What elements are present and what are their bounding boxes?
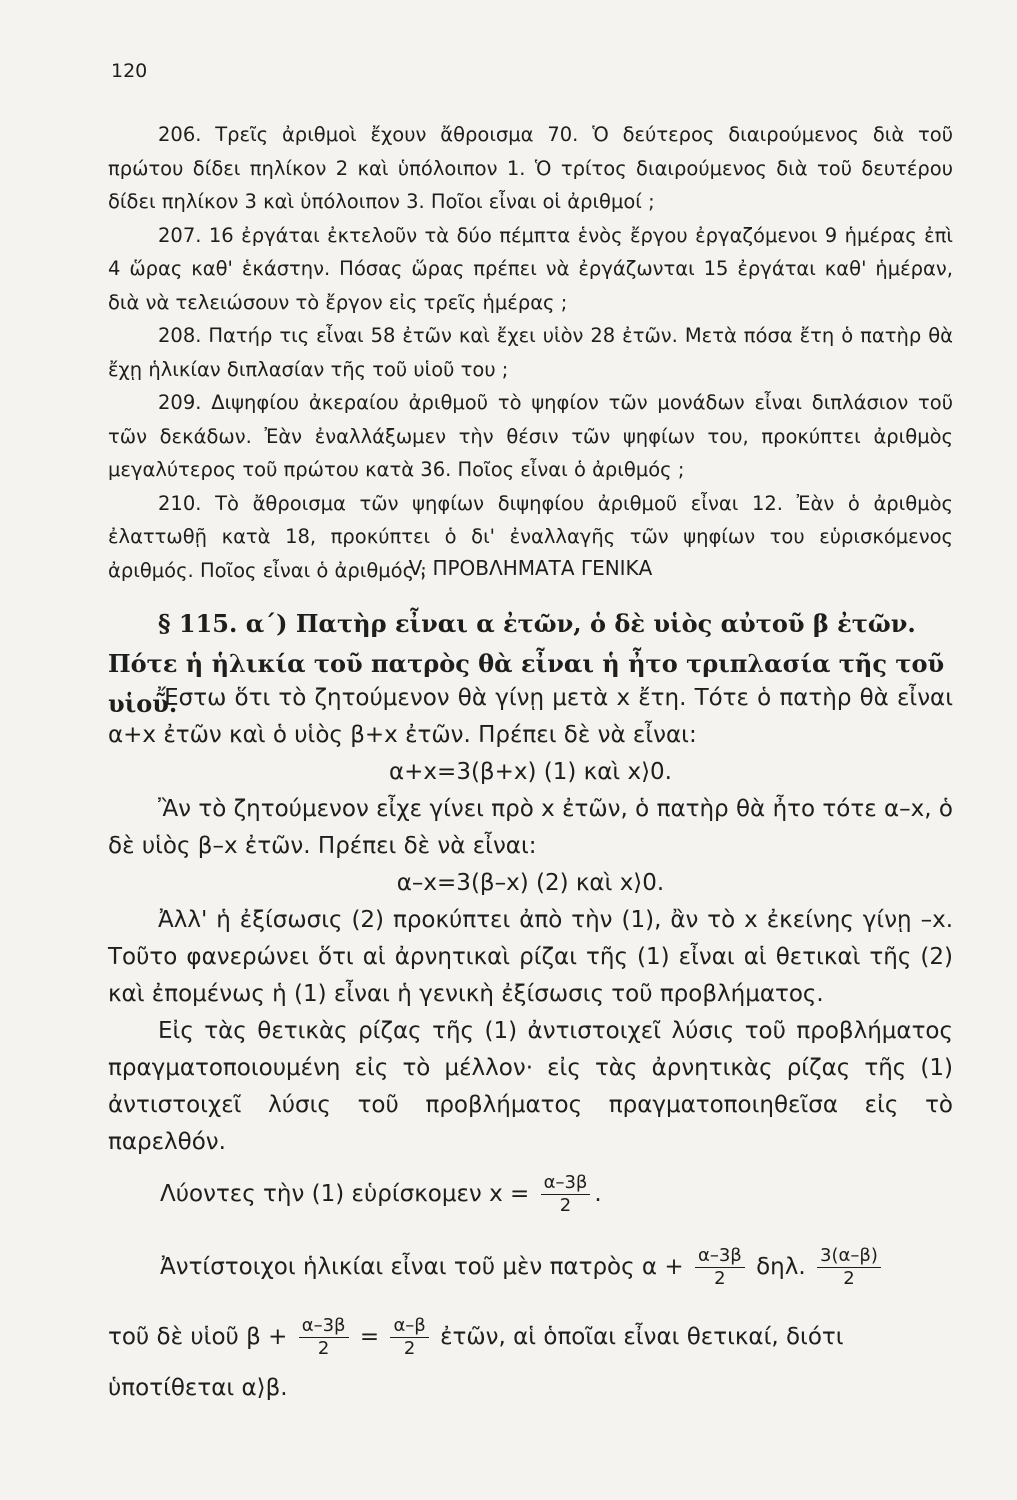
corresponding-ages: Ἀντίστοιχοι ἡλικίαι εἶναι τοῦ μὲν πατρὸς α + $\frac{\alpha-3\beta}{2}$ δηλ. $\frac{3(\alpha-\beta)}{2}$ xyxy=(160,1245,885,1290)
problem-208: 208. Πατήρ τις εἶναι 58 ἐτῶν καὶ ἔχει υἱὸν 28 ἐτῶν. Μετὰ πόσα ἔτη ὁ πατὴρ θὰ ἔχῃ ἡλικίαν διπλασίαν τῆς τοῦ υἱοῦ του ; xyxy=(108,324,953,381)
equation-1: α+x=3(β+x) (1) καὶ x⟩0. xyxy=(389,759,672,785)
section-title-line1: § 115. α΄) Πατὴρ εἶναι α ἐτῶν, ὁ δὲ υἱὸς αὐτοῦ β ἐτῶν. xyxy=(158,609,916,638)
paragraph-1: Ἔστω ὅτι τὸ ζητούμενον θὰ γίνῃ μετὰ x ἔτη. Τότε ὁ πατὴρ θὰ εἶναι α+x ἐτῶν καὶ ὁ υἱὸς β+x ἐτῶν. Πρέπει δὲ νὰ εἶναι: xyxy=(108,685,953,748)
paragraph-2: Ἂν τὸ ζητούμενον εἶχε γίνει πρὸ x ἐτῶν, ὁ πατὴρ θὰ ἦτο τότε α–x, ὁ δὲ υἱὸς β–x ἐτῶν. Πρέπει δὲ νὰ εἶναι: xyxy=(108,796,953,859)
fraction-father-simplified: $\frac{3(\alpha-\beta)}{2}$ xyxy=(817,1245,881,1290)
problem-206: 206. Τρεῖς ἀριθμοὶ ἔχουν ἄθροισμα 70. Ὁ δεύτερος διαιρούμενος διὰ τοῦ πρώτου δίδει πηλίκον 2 καὶ ὑπόλοιπον 1. Ὁ τρίτος διαιρούμενος διὰ τοῦ δευτέρου δίδει πηλίκον 3 καὶ ὑπόλοιπον 3. Ποῖοι εἶναι οἱ ἀριθμοί ; xyxy=(108,123,953,213)
problem-209: 209. Διψηφίου ἀκεραίου ἀριθμοῦ τὸ ψηφίον τῶν μονάδων εἶναι διπλάσιον τοῦ τῶν δεκάδων. Ἐὰν ἐναλλάξωμεν τὴν θέσιν τῶν ψηφίων του, προκύπτει ἀριθμὸς μεγαλύτερος τοῦ πρώτου κατὰ 36. Ποῖος εἶναι ὁ ἀριθμός ; xyxy=(108,391,953,481)
paragraph-4: Εἰς τὰς θετικὰς ρίζας τῆς (1) ἀντιστοιχεῖ λύσις τοῦ προβλήματος πραγματοποιουμένη εἰς τὸ μέλλον· εἰς τὰς ἀρνητικὰς ρίζας τῆς (1) ἀντιστοιχεῖ λύσις τοῦ προβλήματος πραγματοποιηθεῖσα εἰς τὸ παρελθόν. xyxy=(108,1018,953,1155)
page-number: 120 xyxy=(111,60,148,82)
fraction-son-simplified: $\frac{\alpha-\beta}{2}$ xyxy=(390,1315,428,1360)
solution-x: Λύοντες τὴν (1) εὑρίσκομεν x = $\frac{\alpha-3\beta}{2}$ . xyxy=(160,1172,602,1216)
section-title-line2: Πότε ἡ ἡλικία τοῦ πατρὸς θὰ εἶναι ἡ ἦτο τριπλασία τῆς τοῦ υἱοῦ. xyxy=(108,649,945,718)
fraction-father: $\frac{\alpha-3\beta}{2}$ xyxy=(695,1245,745,1290)
son-age: τοῦ δὲ υἱοῦ β + $\frac{\alpha-3\beta}{2}$ = $\frac{\alpha-\beta}{2}$ ἐτῶν, αἱ ὁποῖαι εἶναι θετικαί, διότι xyxy=(108,1315,844,1359)
section-heading: V. ΠΡΟΒΛΗΜΑΤΑ ΓΕΝΙΚΑ xyxy=(408,556,653,580)
problem-210: 210. Τὸ ἄθροισμα τῶν ψηφίων διψηφίου ἀριθμοῦ εἶναι 12. Ἐὰν ὁ ἀριθμὸς ἐλαττωθῇ κατὰ 18, προκύπτει ὁ δι' ἐναλλαγῆς τῶν ψηφίων του εὑρισκόμενος ἀριθμός. Ποῖος εἶναι ὁ ἀριθμός ; xyxy=(108,491,953,582)
solution-body xyxy=(108,680,953,1161)
problems-list xyxy=(108,118,953,587)
paragraph-3: Ἀλλ' ἡ ἐξίσωσις (2) προκύπτει ἀπὸ τὴν (1), ἂν τὸ x ἐκείνης γίνῃ –x. Τοῦτο φανερώνει ὅτι αἱ ἀρνητικαὶ ρίζαι τῆς (1) εἶναι αἱ θετικαὶ τῆς (2) καὶ ἐπομένως ἡ (1) εἶναι ἡ γενικὴ ἐξίσωσις τοῦ προβλήματος. xyxy=(108,907,953,1007)
equation-2: α–x=3(β–x) (2) καὶ x⟩0. xyxy=(396,870,665,896)
fraction-son: $\frac{\alpha-3\beta}{2}$ xyxy=(299,1315,349,1360)
fraction-x: $\frac{\alpha-3\beta}{2}$ xyxy=(541,1172,591,1217)
final-line: ὑποτίθεται α⟩β. xyxy=(108,1375,288,1401)
problem-207: 207. 16 ἐργάται ἐκτελοῦν τὰ δύο πέμπτα ἑνὸς ἔργου ἐργαζόμενοι 9 ἡμέρας ἐπὶ 4 ὥρας καθ' ἑκάστην. Πόσας ὥρας πρέπει νὰ ἐργάζωνται 15 ἐργάται καθ' ἡμέραν, διὰ νὰ τελειώσουν τὸ ἔργον εἰς τρεῖς ἡμέρας ; xyxy=(108,223,953,314)
